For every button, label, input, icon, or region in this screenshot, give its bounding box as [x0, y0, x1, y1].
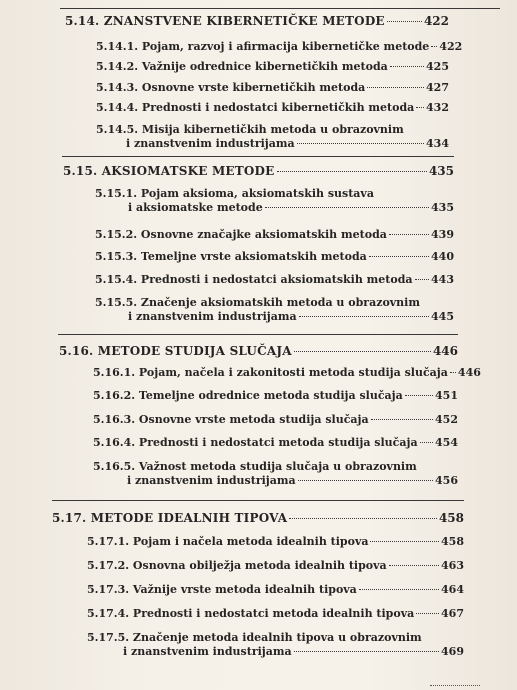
toc-subsection-5-14-3: 5.14.3. Osnovne vrste kibernetičkih metoda 427: [96, 81, 449, 94]
toc-subsection-5-17-1: 5.17.1. Pojam i načela metoda idealnih tipova 458: [87, 535, 464, 548]
toc-subsection-5-15-2: 5.15.2. Osnovne značajke aksiomatskih metoda 439: [95, 228, 454, 241]
section-title: 5.14. ZNANSTVENE KIBERNETIČKE METODE: [65, 14, 385, 28]
toc-subsection-5-15-4: 5.15.4. Prednosti i nedostatci aksiomatskih metoda 443: [95, 273, 454, 286]
toc-subsection-5-14-2: 5.14.2. Važnije odrednice kibernetičkih metoda 425: [96, 60, 449, 73]
dot-leader: [387, 21, 422, 22]
section-divider: [52, 500, 464, 501]
page-edge-mark: [430, 684, 480, 686]
toc-section-5-14: [65, 14, 449, 28]
toc-subsection-5-15-1: 5.15.1. Pojam aksioma, aksiomatskih sustava i aksiomatske metode 435: [95, 187, 454, 214]
toc-subsection-5-17-4: 5.17.4. Prednosti i nedostatci metoda idealnih tipova 467: [87, 607, 464, 620]
section-divider: [58, 334, 458, 335]
toc-subsection-5-14-5: 5.14.5. Misija kibernetičkih metoda u obrazovnim i znanstvenim industrijama 434: [96, 123, 449, 150]
page-number: 422: [423, 14, 449, 28]
toc-subsection-5-17-2: 5.17.2. Osnovna obilježja metoda idealnih tipova 463: [87, 559, 464, 572]
toc-subsection-5-16-3: 5.16.3. Osnovne vrste metoda studija slučaja 452: [93, 413, 458, 426]
header-rule: [60, 8, 500, 9]
toc-subsection-5-14-4: 5.14.4. Prednosti i nedostatci kibernetičkih metoda 432: [96, 101, 449, 114]
toc-subsection-5-14-1: 5.14.1. Pojam, razvoj i afirmacija kibernetičke metode 422: [96, 40, 463, 53]
toc-subsection-5-17-3: 5.17.3. Važnije vrste metoda idealnih tipova 464: [87, 583, 464, 596]
section-divider: [62, 156, 454, 157]
toc-section-5-15: 5.15. AKSIOMATSKE METODE 435: [63, 164, 454, 178]
toc-subsection-5-15-3: 5.15.3. Temeljne vrste aksiomatskih metoda 440: [95, 250, 454, 263]
toc-section-5-17: 5.17. METODE IDEALNIH TIPOVA 458: [52, 511, 464, 525]
toc-subsection-5-16-1: 5.16.1. Pojam, načela i zakonitosti metoda studija slučaja 446: [93, 366, 481, 379]
toc-section-5-16: 5.16. METODE STUDIJA SLUČAJA 446: [59, 344, 458, 358]
toc-subsection-5-17-5: 5.17.5. Značenje metoda idealnih tipova u obrazovnim i znanstvenim industrijama 469: [87, 631, 464, 658]
toc-subsection-5-16-2: 5.16.2. Temeljne odrednice metoda studija slučaja 451: [93, 389, 458, 402]
toc-subsection-5-16-5: 5.16.5. Važnost metoda studija slučaja u obrazovnim i znanstvenim industrijama 456: [93, 460, 458, 487]
toc-subsection-5-15-5: 5.15.5. Značenje aksiomatskih metoda u obrazovnim i znanstvenim industrijama 445: [95, 296, 454, 323]
toc-subsection-5-16-4: 5.16.4. Prednosti i nedostatci metoda studija slučaja 454: [93, 436, 458, 449]
